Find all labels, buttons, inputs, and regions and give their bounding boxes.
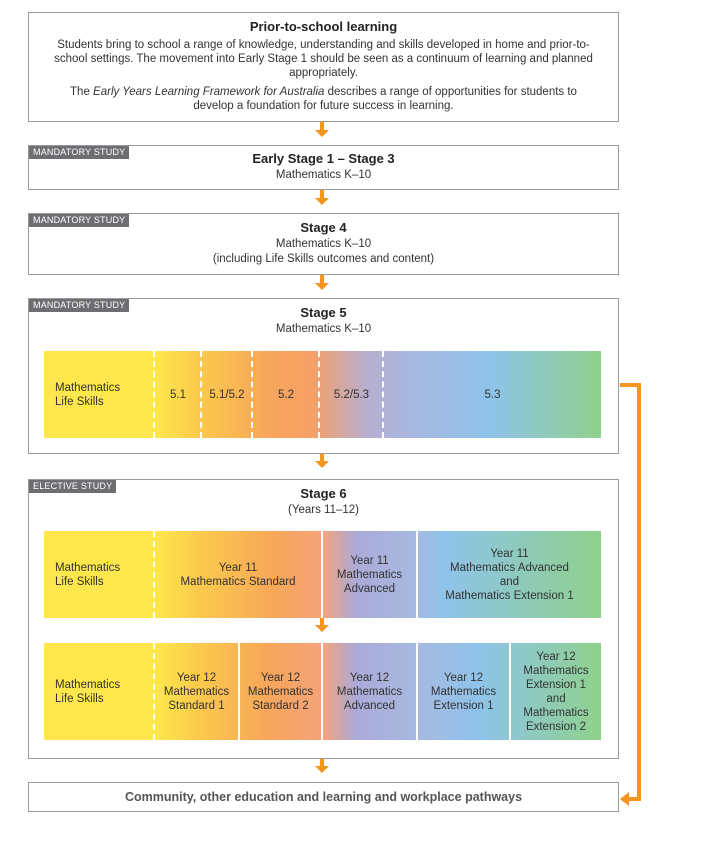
stage-4-title: Stage 4: [300, 220, 347, 235]
flow-arrow-4-head: [315, 461, 329, 468]
stage-6-title: Stage 6: [300, 486, 347, 501]
year-12-standard-2: Year 12 Mathematics Standard 2: [247, 671, 314, 712]
year-12-life-skills: Mathematics Life Skills: [55, 678, 121, 705]
divider: [416, 531, 418, 618]
elective-study-tag: ELECTIVE STUDY: [29, 480, 116, 493]
stage-5-cell-5-3: 5.3: [484, 388, 501, 401]
prior-paragraph-2: [59, 85, 588, 113]
mandatory-study-tag: MANDATORY STUDY: [29, 299, 129, 312]
divider: [153, 643, 155, 740]
stage-5-life-skills: Mathematics Life Skills: [55, 381, 121, 408]
eylf-title: Early Years Learning Framework for Australia: [93, 86, 325, 98]
community-pathways-title: Community, other education and learning and workplace pathways: [124, 790, 523, 804]
divider: [318, 351, 320, 438]
bypass-arrow-bottom: [628, 797, 641, 801]
flow-arrow-2-head: [315, 198, 329, 205]
prior-p2-prefix: The: [70, 86, 94, 98]
year-11-life-skills: Mathematics Life Skills: [55, 561, 121, 588]
divider: [321, 531, 323, 618]
year-11-standard: Year 11 Mathematics Standard: [180, 561, 296, 588]
prior-title: Prior-to-school learning: [249, 19, 398, 34]
early-stage-box: [28, 145, 619, 190]
stage-5-cell-5-1-5-2: 5.1/5.2: [209, 388, 245, 401]
divider: [251, 351, 253, 438]
stage-5-title: Stage 5: [300, 305, 347, 320]
flow-arrow-5-head: [315, 625, 329, 632]
divider: [321, 643, 323, 740]
stage-4-subtitle: Mathematics K–10: [275, 238, 372, 250]
divider: [509, 643, 511, 740]
stage-5-cell-5-1: 5.1: [170, 388, 186, 401]
flow-arrow-3-head: [315, 283, 329, 290]
divider: [416, 643, 418, 740]
early-stage-title: Early Stage 1 – Stage 3: [252, 151, 395, 166]
year-11-advanced-extension-1: Year 11 Mathematics Advanced and Mathematics Extension 1: [445, 547, 574, 602]
stage-4-note: (including Life Skills outcomes and content): [212, 253, 435, 265]
bypass-arrow-head: [620, 792, 629, 806]
flow-arrow-1-head: [315, 130, 329, 137]
prior-p2-suffix: describes a range of opportunities for students to develop a foundation for future success in learning.: [193, 86, 577, 112]
community-pathways-box: [28, 782, 619, 812]
mandatory-study-tag: MANDATORY STUDY: [29, 214, 129, 227]
year-12-advanced: Year 12 Mathematics Advanced: [336, 671, 403, 712]
divider: [238, 643, 240, 740]
prior-to-school-box: [28, 12, 619, 122]
divider: [200, 351, 202, 438]
year-12-standard-1: Year 12 Mathematics Standard 1: [163, 671, 230, 712]
early-stage-subtitle: Mathematics K–10: [275, 169, 372, 181]
prior-paragraph-1: Students bring to school a range of knowledge, understanding and skills developed in home and prior-to-school settings. The movement into Early Stage 1 should be seen as a continuum of learning and planned appropriately.: [54, 39, 593, 79]
flow-arrow-6-head: [315, 766, 329, 773]
bypass-arrow-vertical: [637, 383, 641, 801]
stage-6-subtitle: (Years 11–12): [288, 504, 359, 516]
year-12-extension-1-and-2: Year 12 Mathematics Extension 1 and Mathematics Extension 2: [523, 650, 589, 733]
divider: [153, 351, 155, 438]
divider: [382, 351, 384, 438]
mandatory-study-tag: MANDATORY STUDY: [29, 146, 129, 159]
stage-5-cell-5-2-5-3: 5.2/5.3: [333, 388, 370, 401]
stage-5-subtitle: Mathematics K–10: [275, 323, 372, 335]
year-11-advanced: Year 11 Mathematics Advanced: [336, 554, 403, 595]
divider: [153, 531, 155, 618]
year-12-extension-1: Year 12 Mathematics Extension 1: [430, 671, 497, 712]
stage-4-box: [28, 213, 619, 275]
stage-5-cell-5-2: 5.2: [278, 388, 294, 401]
